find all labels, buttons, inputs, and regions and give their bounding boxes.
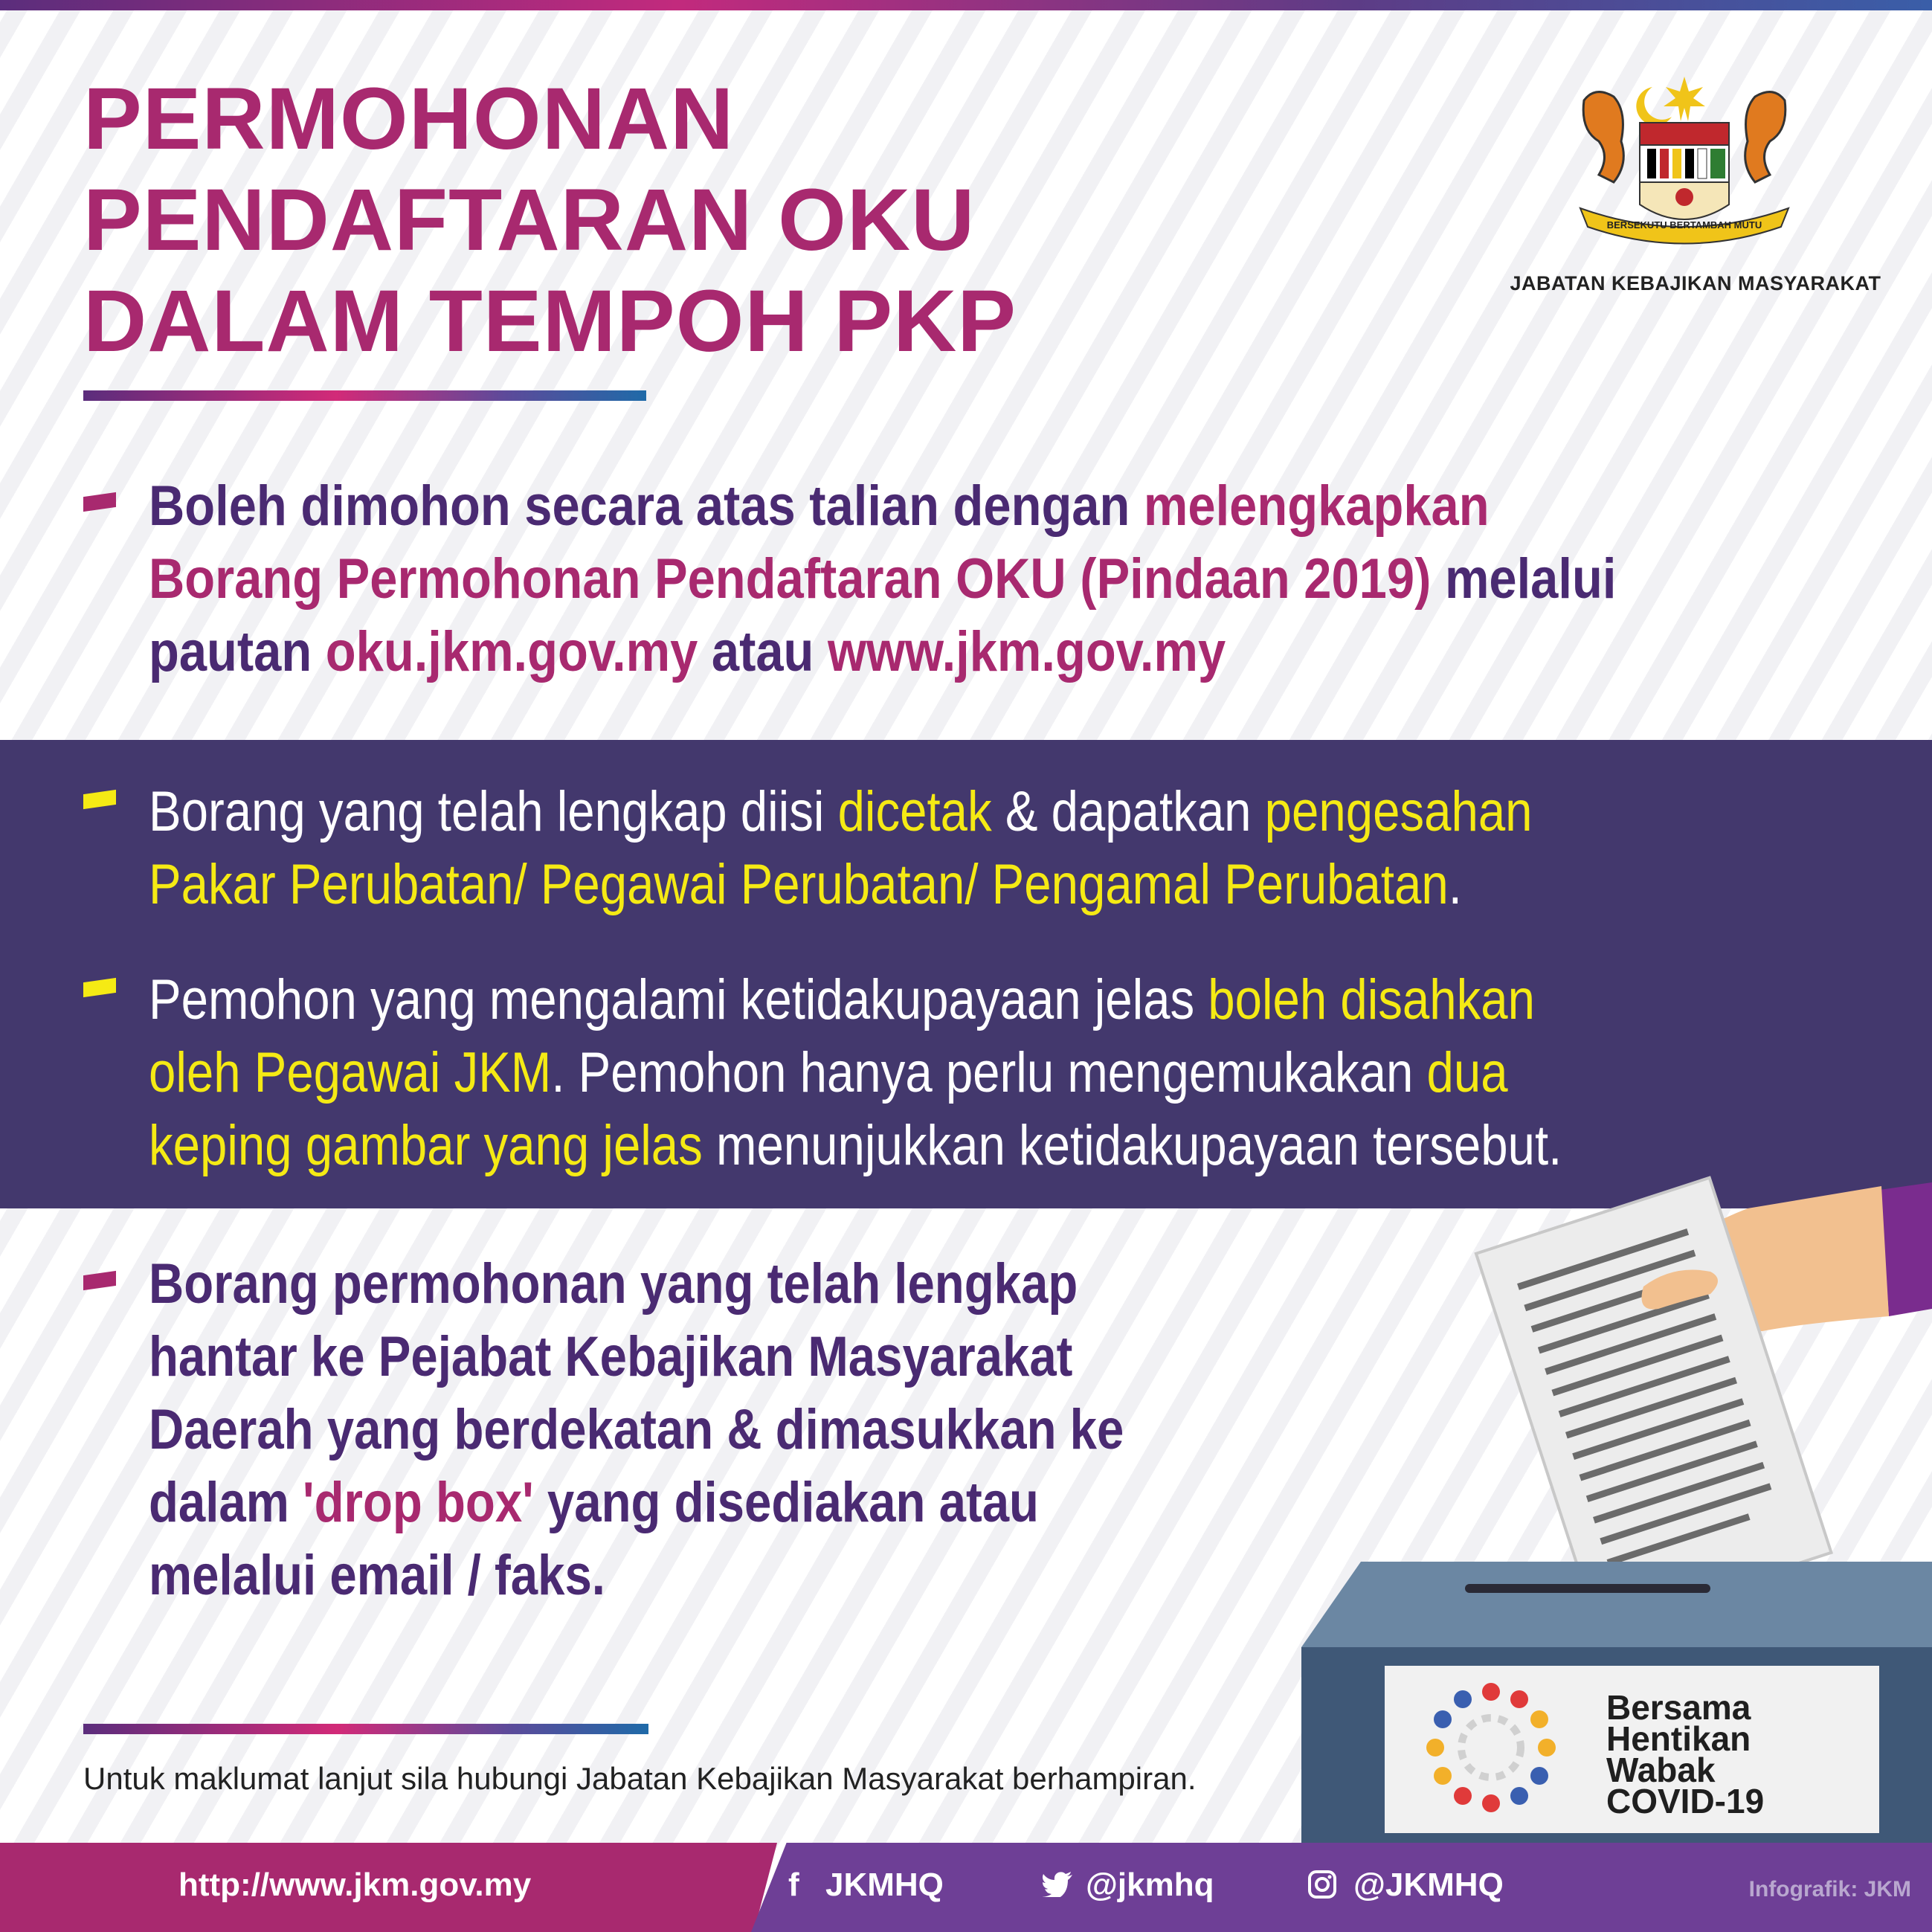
page-title [83, 68, 1124, 372]
campaign-line-4: COVID-19 [1606, 1782, 1765, 1820]
website-link[interactable]: http://www.jkm.gov.my [178, 1867, 532, 1903]
bullet-text-1: Boleh dimohon secara atas talian dengan melengkapkan Borang Permohonan Pendaftaran OKU (Pindaan 2019) melalui pautan oku.jkm.gov.my atau www.jkm.gov.my [149, 474, 1617, 683]
bullet-text-3: Pemohon yang mengalami ketidakupayaan jelas boleh disahkan oleh Pegawai JKM. Pemohon hanya perlu mengemukakan dua keping gambar yang jelas menunjukkan ketidakupayaan tersebut. [149, 968, 1562, 1177]
instagram-handle[interactable]: @JKMHQ [1353, 1867, 1504, 1903]
note-underline [83, 1724, 648, 1734]
campaign-line-3: Wabak [1606, 1751, 1716, 1789]
title-line-3: DALAM TEMPOH PKP [83, 272, 1017, 370]
top-gradient-bar [0, 0, 1932, 10]
malaysia-crest-icon [1569, 71, 1800, 257]
agency-name: JABATAN KEBAJIKAN MASYARAKAT [1510, 272, 1881, 294]
title-underline [83, 390, 646, 401]
title-line-1: PERMOHONAN [83, 70, 735, 168]
contact-note: Untuk maklumat lanjut sila hubungi Jabatan Kebajikan Masyarakat berhampiran. [83, 1761, 1197, 1796]
facebook-handle[interactable]: JKMHQ [825, 1867, 944, 1903]
twitter-handle[interactable]: @jkmhq [1086, 1867, 1214, 1903]
twitter-icon[interactable] [1043, 1868, 1072, 1905]
crest-motto: BERSEKUTU BERTAMBAH MUTU [1606, 219, 1762, 231]
covid-campaign-logo [1606, 1688, 1765, 1820]
campaign-line-2: Hentikan [1606, 1719, 1751, 1758]
instagram-icon[interactable] [1307, 1870, 1337, 1907]
bullet-text-2: Borang yang telah lengkap diisi dicetak & dapatkan pengesahan Pakar Perubatan/ Pegawai Perubatan/ Pengamal Perubatan. [149, 780, 1533, 916]
title-line-2: PENDAFTARAN OKU [83, 171, 976, 269]
facebook-icon[interactable]: f [788, 1867, 799, 1903]
bullet-text-4: Borang permohonan yang telah lengkap hantar ke Pejabat Kebajikan Masyarakat Daerah yang berdekatan & dimasukkan ke dalam 'drop box' yang disediakan atau melalui email / faks. [149, 1252, 1124, 1607]
campaign-line-1: Bersama [1606, 1688, 1751, 1727]
infographic-credit: Infografik: JKM [1748, 1877, 1911, 1902]
